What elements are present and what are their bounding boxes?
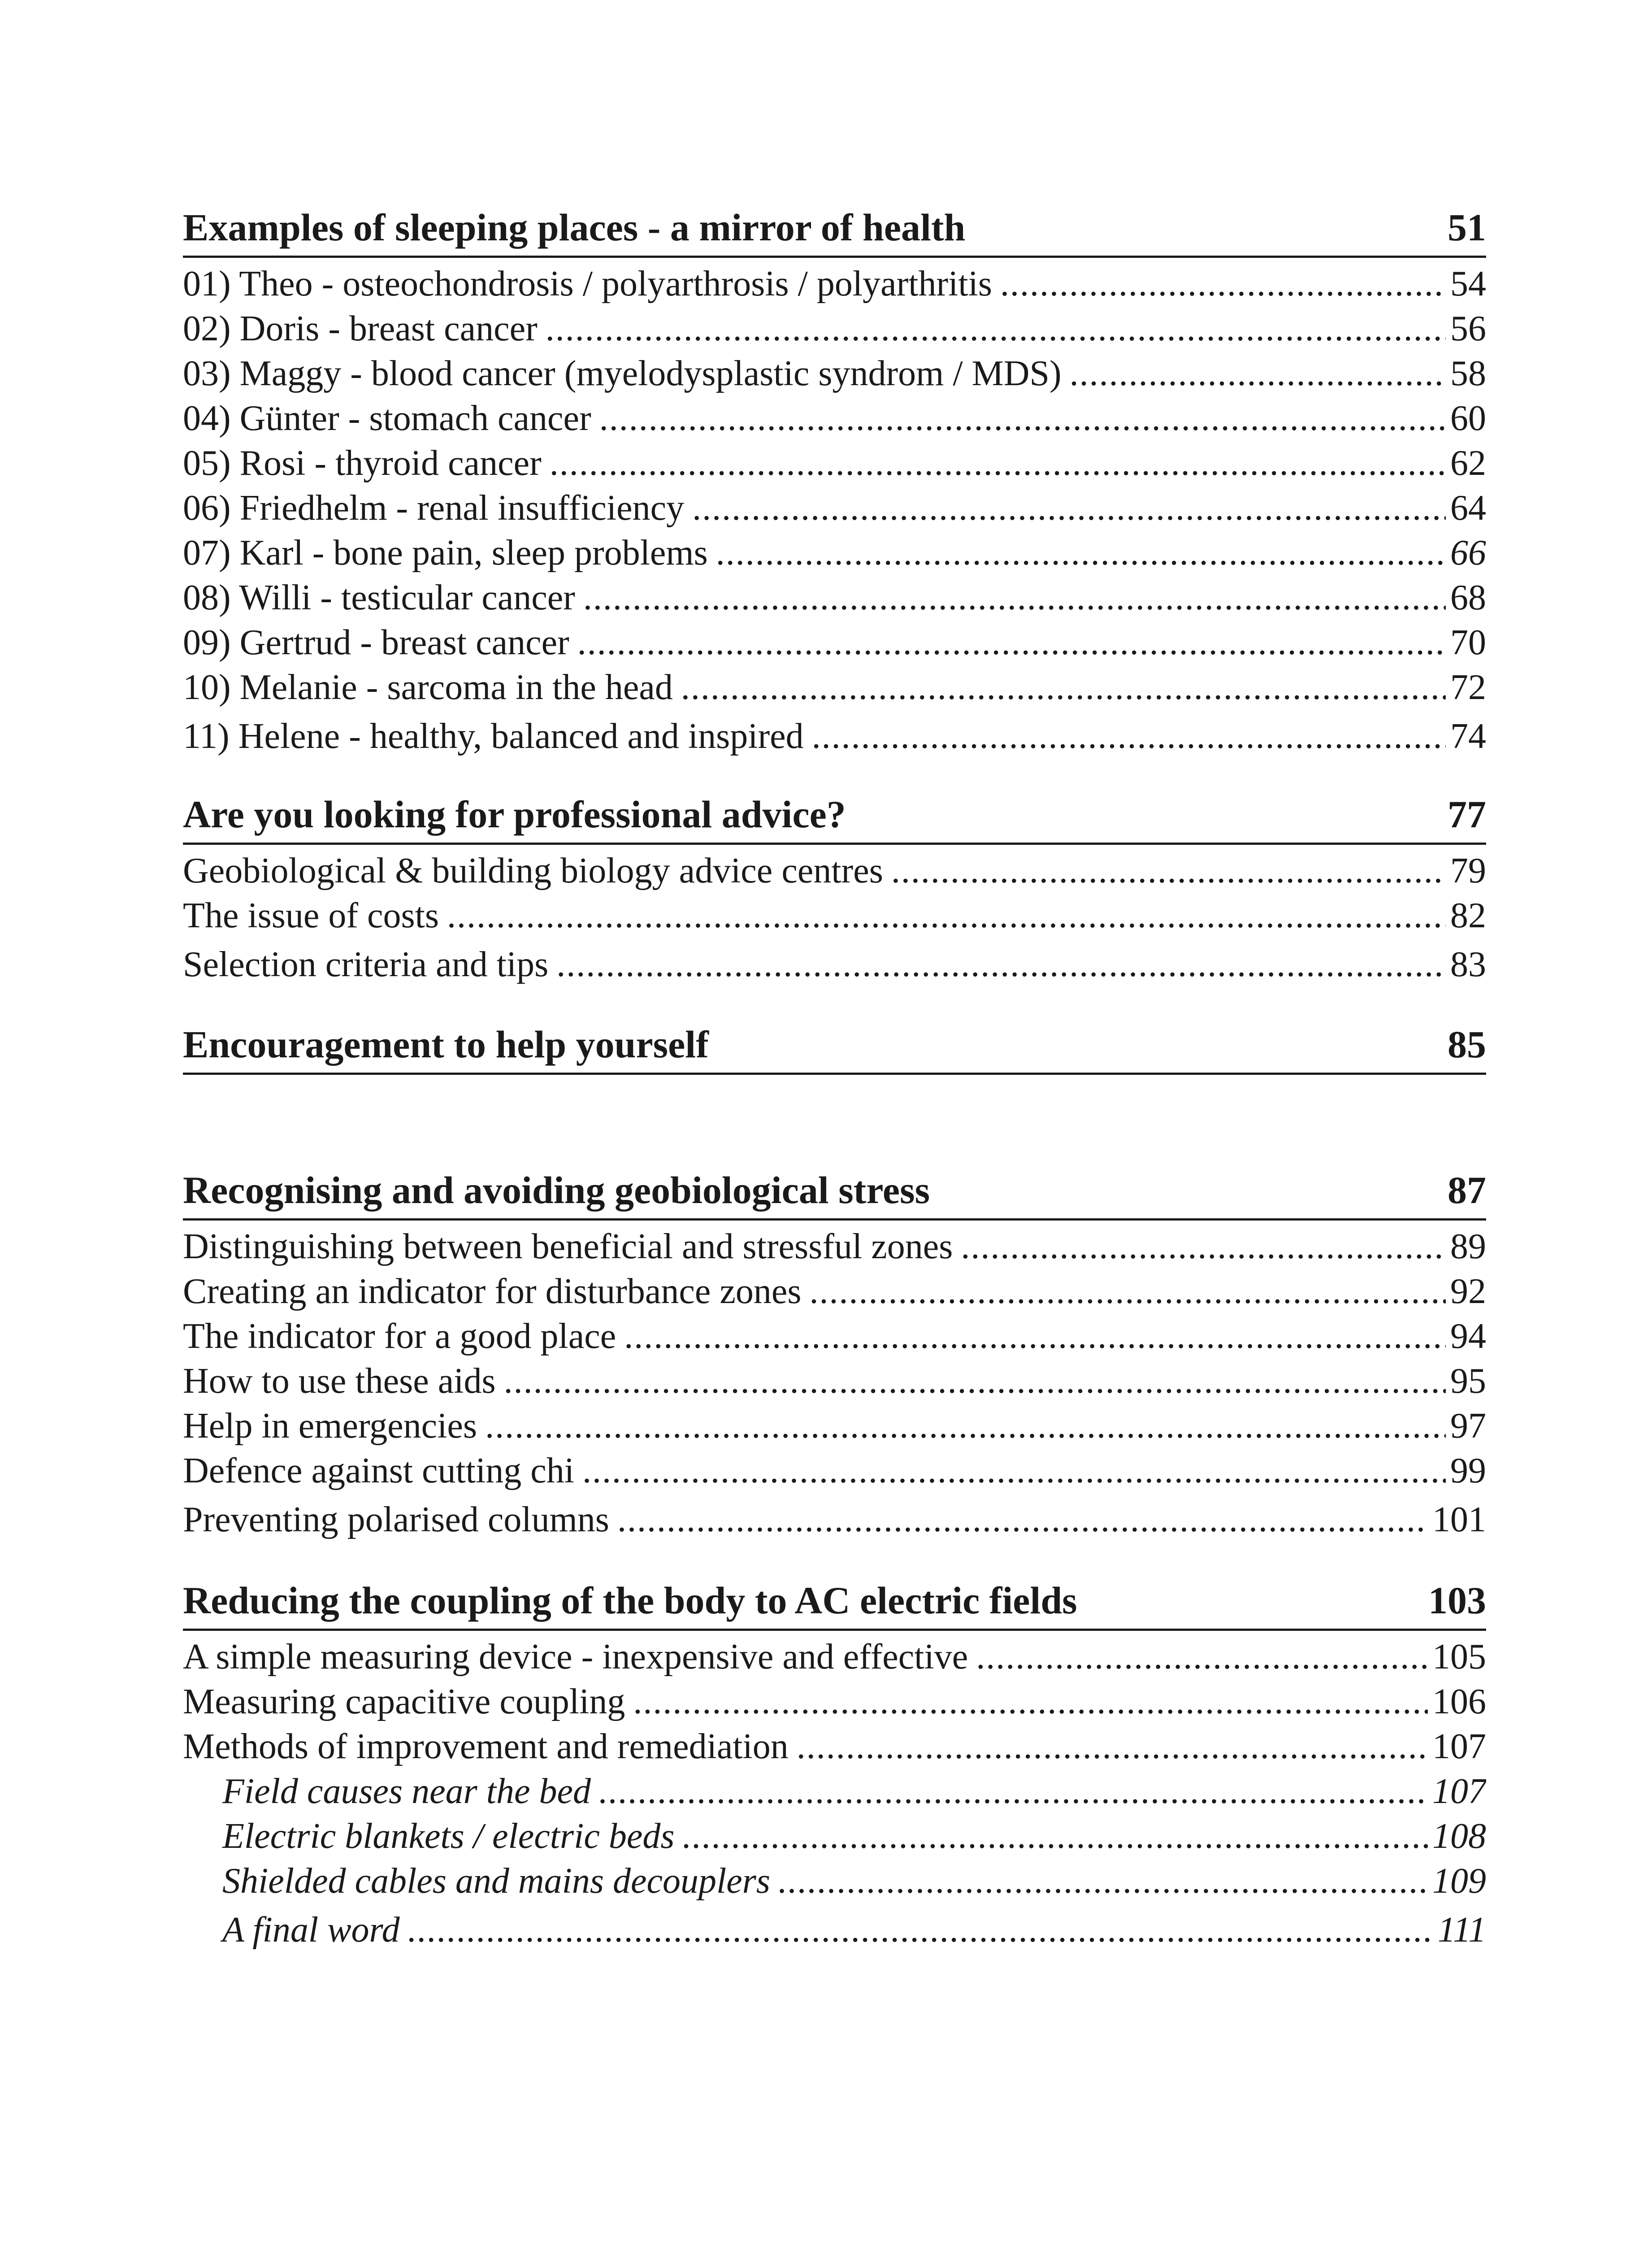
toc-section [183,201,1486,763]
dot-leader [599,1769,1428,1814]
section-title: Recognising and avoiding geobiological stress [183,1169,930,1212]
entry-page-number: 107 [1432,1727,1486,1766]
entry-label: Shielded cables and mains decouplers [222,1861,770,1901]
section-heading[interactable] [183,1018,1486,1075]
section-spacer [183,763,1486,788]
toc-entry[interactable] [183,530,1486,575]
dot-leader [556,938,1446,991]
entry-label: Preventing polarised columns [183,1500,609,1539]
section-title: Examples of sleeping places - a mirror of health [183,206,966,249]
entry-page-number: 95 [1450,1361,1486,1401]
entry-page-number: 74 [1450,717,1486,756]
entry-page-number: 107 [1432,1772,1486,1811]
toc-entry[interactable] [183,351,1486,396]
entry-label: 11) Helene - healthy, balanced and inspired [183,717,804,756]
section-spacer [183,1546,1486,1574]
toc-entry[interactable] [183,1724,1486,1769]
section-title: Are you looking for professional advice? [183,793,846,836]
section-spacer [183,991,1486,1018]
entry-label: The issue of costs [183,896,439,935]
toc-subentry[interactable] [183,1859,1486,1903]
entry-page-number: 72 [1450,668,1486,707]
entry-label: Measuring capacitive coupling [183,1682,625,1721]
toc-section [183,1164,1486,1546]
dot-leader [778,1859,1428,1903]
entry-page-number: 83 [1450,945,1486,984]
entry-page-number: 64 [1450,488,1486,528]
dot-leader [583,575,1446,620]
entry-page-number: 92 [1450,1272,1486,1311]
entry-label: Help in emergencies [183,1406,477,1446]
entry-label: Creating an indicator for disturbance zones [183,1272,802,1311]
section-page-number: 87 [1448,1169,1486,1212]
toc-entry[interactable] [183,575,1486,620]
entry-page-number: 105 [1432,1637,1486,1677]
table-of-contents [183,201,1486,1956]
dot-leader [810,1269,1446,1314]
dot-leader [1070,351,1446,396]
toc-entry[interactable] [183,620,1486,665]
entry-label: The indicator for a good place [183,1317,616,1356]
section-spacer [183,1078,1486,1164]
section-entries [183,1634,1486,1956]
section-title: Encouragement to help yourself [183,1023,709,1066]
section-entries [183,261,1486,763]
section-page-number: 85 [1448,1023,1486,1066]
toc-entry[interactable] [183,1634,1486,1679]
toc-entry[interactable] [183,1493,1486,1546]
toc-entry[interactable] [183,1269,1486,1314]
dot-leader [485,1403,1446,1448]
dot-leader [683,1814,1428,1859]
dot-leader [716,530,1446,575]
toc-entry[interactable] [183,938,1486,991]
entry-page-number: 106 [1432,1682,1486,1721]
toc-section [183,1574,1486,1956]
entry-label: Defence against cutting chi [183,1451,574,1490]
toc-section [183,788,1486,991]
entry-page-number: 97 [1450,1406,1486,1446]
dot-leader [976,1634,1428,1679]
entry-page-number: 68 [1450,578,1486,617]
dot-leader [550,441,1446,486]
entry-page-number: 60 [1450,399,1486,438]
toc-entry[interactable] [183,1314,1486,1359]
dot-leader [797,1724,1428,1769]
section-page-number: 103 [1428,1579,1486,1622]
toc-subentry[interactable] [183,1769,1486,1814]
dot-leader [1000,261,1446,306]
entry-page-number: 62 [1450,443,1486,483]
entry-page-number: 94 [1450,1317,1486,1356]
dot-leader [692,486,1446,530]
toc-entry[interactable] [183,1224,1486,1269]
entry-label: 02) Doris - breast cancer [183,309,538,348]
entry-label: Field causes near the bed [222,1772,591,1811]
toc-section [183,1018,1486,1075]
entry-label: 06) Friedhelm - renal insufficiency [183,488,685,528]
entry-label: 10) Melanie - sarcoma in the head [183,668,673,707]
toc-entry[interactable] [183,1679,1486,1724]
toc-entry[interactable] [183,261,1486,306]
dot-leader [891,848,1446,893]
section-heading[interactable] [183,1574,1486,1631]
toc-subentry[interactable] [183,1903,1486,1956]
toc-entry[interactable] [183,441,1486,486]
section-heading[interactable] [183,201,1486,258]
section-entries [183,848,1486,991]
section-heading[interactable] [183,788,1486,845]
entry-label: Distinguishing between beneficial and stressful zones [183,1227,953,1266]
entry-label: 08) Willi - testicular cancer [183,578,575,617]
entry-page-number: 58 [1450,354,1486,393]
toc-entry[interactable] [183,1359,1486,1403]
toc-entry[interactable] [183,486,1486,530]
toc-entry[interactable] [183,848,1486,893]
section-page-number: 77 [1448,793,1486,836]
entry-page-number: 108 [1432,1816,1486,1856]
toc-subentry[interactable] [183,1814,1486,1859]
entry-label: A final word [222,1910,400,1950]
toc-entry[interactable] [183,306,1486,351]
section-page-number: 51 [1448,206,1486,249]
section-title: Reducing the coupling of the body to AC electric fields [183,1579,1077,1622]
entry-page-number: 66 [1450,533,1486,573]
toc-entry[interactable] [183,893,1486,938]
entry-page-number: 79 [1450,851,1486,891]
dot-leader [961,1224,1446,1269]
dot-leader [546,306,1446,351]
entry-label: 04) Günter - stomach cancer [183,399,591,438]
entry-label: 05) Rosi - thyroid cancer [183,443,542,483]
toc-entry[interactable] [183,396,1486,441]
dot-leader [447,893,1446,938]
entry-label: Geobiological & building biology advice centres [183,851,883,891]
dot-leader [624,1314,1446,1359]
dot-leader [633,1679,1428,1724]
dot-leader [504,1359,1446,1403]
section-heading[interactable] [183,1164,1486,1221]
entry-label: 03) Maggy - blood cancer (myelodysplastic syndrom / MDS) [183,354,1062,393]
entry-page-number: 99 [1450,1451,1486,1490]
dot-leader [681,665,1446,710]
entry-page-number: 56 [1450,309,1486,348]
entry-page-number: 70 [1450,623,1486,662]
entry-label: 09) Gertrud - breast cancer [183,623,569,662]
toc-entry[interactable] [183,1403,1486,1448]
entry-page-number: 54 [1450,264,1486,304]
toc-entry[interactable] [183,1448,1486,1493]
entry-label: 01) Theo - osteochondrosis / polyarthrosis / polyarthritis [183,264,992,304]
entry-label: A simple measuring device - inexpensive and effective [183,1637,968,1677]
dot-leader [599,396,1446,441]
dot-leader [582,1448,1446,1493]
toc-entry[interactable] [183,710,1486,763]
entry-page-number: 109 [1432,1861,1486,1901]
section-entries [183,1224,1486,1546]
dot-leader [617,1493,1428,1546]
dot-leader [577,620,1446,665]
dot-leader [812,710,1446,763]
entry-label: 07) Karl - bone pain, sleep problems [183,533,708,573]
entry-page-number: 82 [1450,896,1486,935]
entry-page-number: 89 [1450,1227,1486,1266]
entry-label: How to use these aids [183,1361,496,1401]
entry-label: Electric blankets / electric beds [222,1816,675,1856]
entry-label: Selection criteria and tips [183,945,549,984]
toc-entry[interactable] [183,665,1486,710]
entry-label: Methods of improvement and remediation [183,1727,789,1766]
entry-page-number: 101 [1432,1500,1486,1539]
entry-page-number: 111 [1437,1910,1486,1950]
dot-leader [408,1903,1433,1956]
